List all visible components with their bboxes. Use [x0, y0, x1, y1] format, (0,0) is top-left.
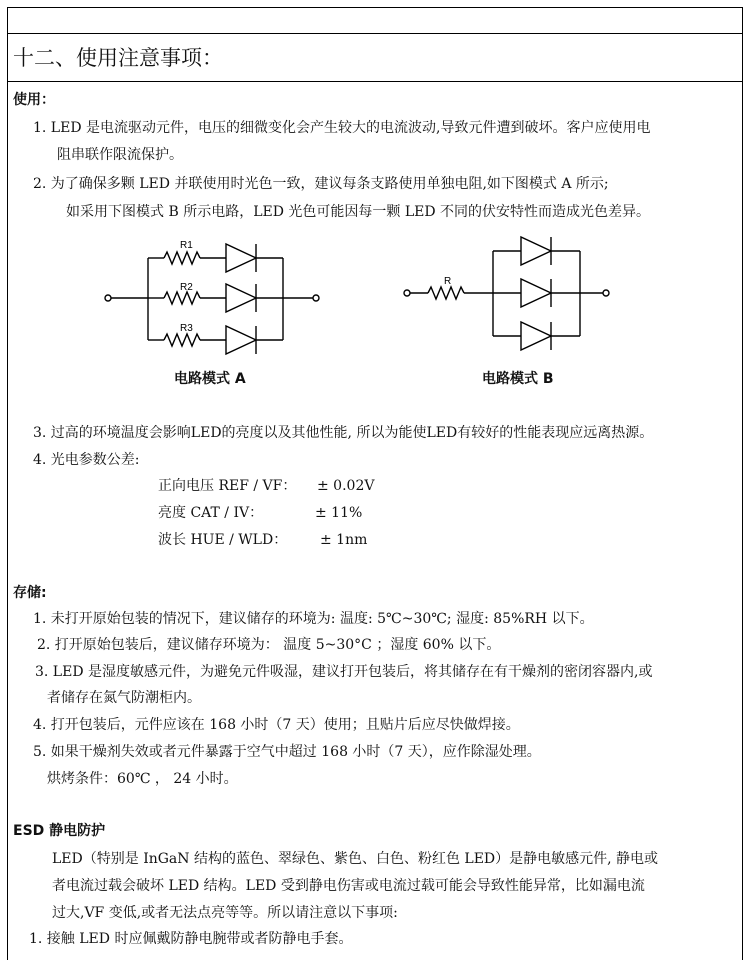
tolerance-value-vf: ± 0.02V	[317, 478, 375, 494]
esd-item-1: 1. 接触 LED 时应佩戴防静电腕带或者防静电手套。	[29, 931, 353, 947]
tolerance-label-vf: 正向电压 REF / VF：	[158, 478, 297, 494]
usage-header: 使用：	[13, 92, 55, 108]
circuit-a-caption: 电路模式 A	[174, 371, 246, 387]
esd-paragraph-line-1: LED（特别是 InGaN 结构的蓝色、翠绿色、紫色、白色、粉红色 LED）是静电敏感元件, 静电或	[52, 851, 659, 867]
storage-item-1: 1. 未打开原始包装的情况下，建议储存的环境为: 温度: 5℃~30℃; 湿度: 85%RH 以下。	[33, 611, 594, 627]
esd-paragraph-line-3: 过大,VF 变低,或者无法点亮等等。所以请注意以下事项:	[52, 905, 398, 921]
usage-item-4: 4. 光电参数公差:	[33, 452, 140, 468]
esd-paragraph-line-2: 者电流过载会破坏 LED 结构。LED 受到静电伤害或电流过载可能会导致性能异常，比如漏电流	[52, 878, 645, 894]
tolerance-value-iv: ± 11%	[315, 505, 363, 521]
usage-item-2-cont: 如采用下图模式 B 所示电路，LED 光色可能因每一颗 LED 不同的伏安特性而造成光色差异。	[66, 204, 651, 220]
label-r: R	[444, 276, 452, 287]
storage-item-4: 4. 打开包装后，元件应该在 168 小时（7 天）使用；且贴片后应尽快做焊接。	[33, 717, 520, 733]
usage-item-1-cont: 阻串联作限流保护。	[57, 147, 183, 163]
storage-item-2: 2. 打开原始包装后，建议储存环境为： 温度 5~30°C ；湿度 60% 以下。	[37, 637, 501, 653]
page-title: 十二、使用注意事项：	[13, 46, 223, 70]
tolerance-label-iv: 亮度 CAT / IV：	[158, 505, 264, 521]
top-divider	[7, 33, 743, 34]
title-divider	[7, 81, 743, 82]
tolerance-label-wld: 波长 HUE / WLD：	[158, 532, 288, 548]
label-r2: R2	[180, 282, 193, 293]
storage-item-3-cont: 者储存在氮气防潮柜内。	[47, 690, 201, 706]
usage-item-2: 2. 为了确保多颗 LED 并联使用时光色一致，建议每条支路使用单独电阻,如下图模式 A 所示;	[33, 176, 609, 192]
label-r3: R3	[180, 323, 193, 334]
usage-item-3: 3. 过高的环境温度会影响LED的亮度以及其他性能, 所以为能使LED有较好的性能表现应远离热源。	[33, 425, 654, 441]
label-r1: R1	[180, 240, 193, 251]
usage-item-1: 1. LED 是电流驱动元件，电压的细微变化会产生较大的电流波动,导致元件遭到破坏。客户应使用电	[33, 120, 651, 136]
storage-item-5-cont: 烘烤条件：60℃ ， 24 小时。	[47, 771, 238, 787]
storage-item-5: 5. 如果干燥剂失效或者元件暴露于空气中超过 168 小时（7 天），应作除湿处理。	[33, 744, 541, 760]
esd-header: ESD 静电防护	[13, 823, 106, 839]
tolerance-value-wld: ± 1nm	[320, 532, 368, 548]
storage-header: 存储:	[13, 585, 47, 601]
storage-item-3: 3. LED 是湿度敏感元件，为避免元件吸湿，建议打开包装后，将其储存在有干燥剂的密闭容器内,或	[35, 664, 653, 680]
circuit-b-caption: 电路模式 B	[482, 371, 554, 387]
